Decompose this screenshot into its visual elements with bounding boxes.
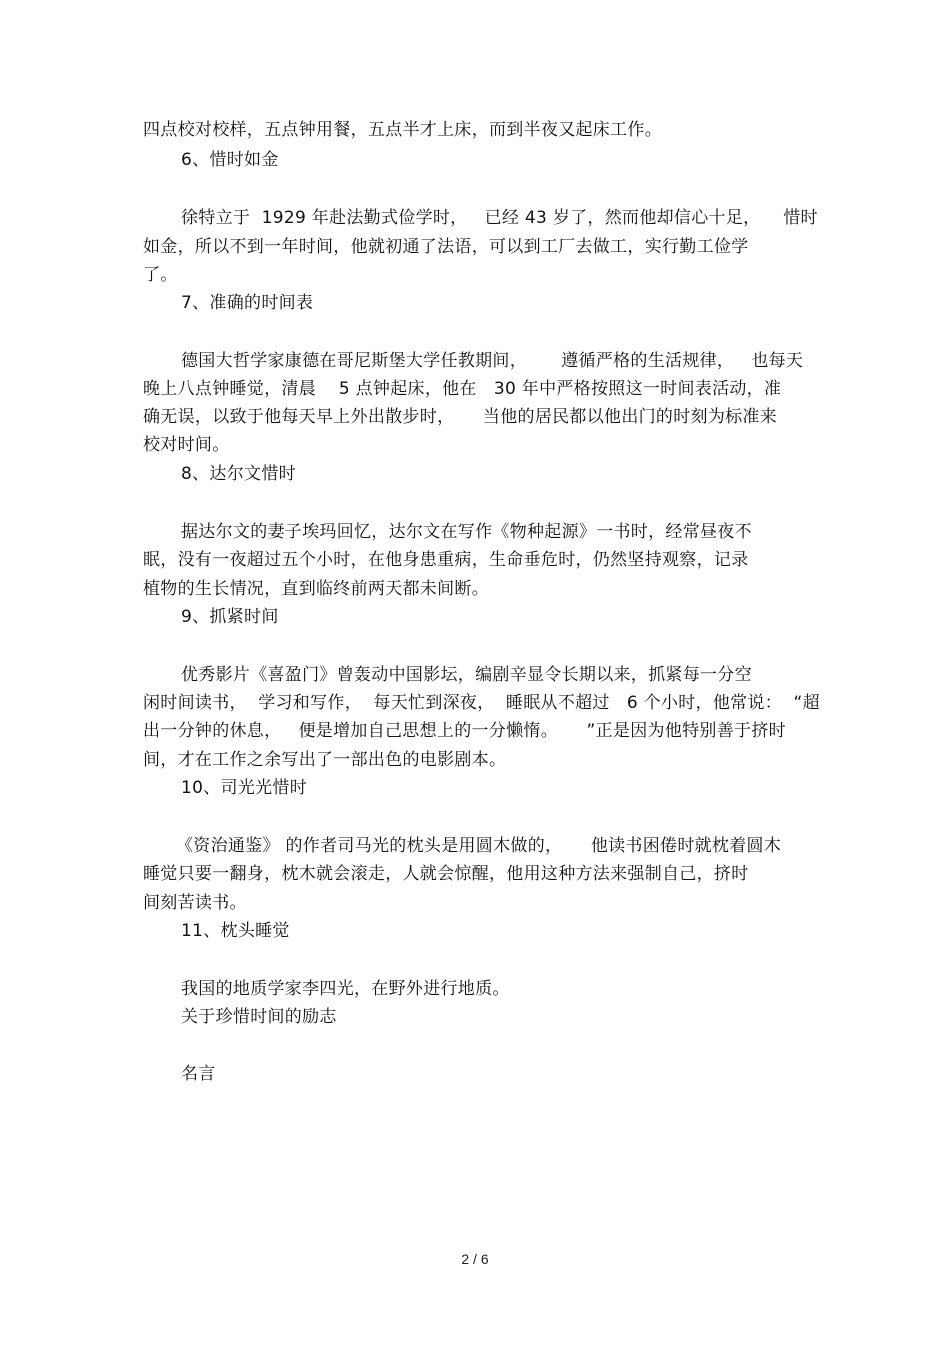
text-line: 如金，所以不到一年时间，他就初通了法语，可以到工厂去做工，实行勤工俭学	[143, 237, 749, 257]
section-heading: 11、枕头睡觉	[181, 921, 290, 941]
text-line: 晚上八点钟睡觉，清晨 5 点钟起床，他在 30 年中严格按照这一时间表活动，准	[143, 379, 782, 399]
text-line: 确无误，以致于他每天早上外出散步时， 当他的居民都以他出门的时刻为标准来	[143, 407, 778, 427]
text-line: 眠，没有一夜超过五个小时，在他身患重病，生命垂危时，仍然坚持观察，记录	[143, 550, 749, 570]
section-heading: 6、惜时如金	[181, 150, 279, 170]
text-line: 间刻苦读书。	[143, 893, 247, 913]
section-heading: 8、达尔文惜时	[181, 464, 296, 484]
text-line: 植物的生长情况，直到临终前两天都未间断。	[143, 579, 489, 599]
section-heading: 7、准确的时间表	[181, 293, 314, 313]
text-line: 闲时间读书， 学习和写作， 每天忙到深夜， 睡眠从不超过 6 个小时，他常说： “超	[143, 693, 820, 713]
text-line: 《资治通鉴》 的作者司马光的枕头是用圆木做的， 他读书困倦时就枕着圆木	[176, 836, 782, 856]
text-line: 优秀影片《喜盈门》曾轰动中国影坛，编剧辛显令长期以来，抓紧每一分空	[181, 665, 752, 685]
text-line: 据达尔文的妻子埃玛回忆，达尔文在写作《物种起源》一书时，经常昼夜不	[181, 522, 752, 542]
text-line: 关于珍惜时间的励志	[181, 1007, 337, 1027]
text-line: 德国大哲学家康德在哥尼斯堡大学任教期间， 遵循严格的生活规律， 也每天	[181, 351, 804, 371]
text-line: 了。	[143, 265, 178, 285]
text-line: 出一分钟的休息， 便是增加自己思想上的一分懒惰。 ”正是因为他特别善于挤时	[143, 721, 786, 741]
text-line: 名言	[181, 1064, 216, 1084]
text-line: 间，才在工作之余写出了一部出色的电影剧本。	[143, 750, 507, 770]
section-heading: 10、司光光惜时	[181, 778, 308, 798]
text-line: 徐特立于 1929 年赴法勤式俭学时， 已经 43 岁了，然而他却信心十足， 惜时	[181, 208, 818, 228]
page-number: 2 / 6	[461, 1251, 489, 1267]
text-line: 我国的地质学家李四光，在野外进行地质。	[181, 979, 510, 999]
section-heading: 9、抓紧时间	[181, 607, 279, 627]
text-line: 校对时间。	[143, 435, 230, 455]
text-line: 睡觉只要一翻身，枕木就会滚走，人就会惊醒，他用这种方法来强制自己，挤时	[143, 864, 749, 884]
text-line: 四点校对校样，五点钟用餐，五点半才上床，而到半夜又起床工作。	[143, 120, 662, 140]
